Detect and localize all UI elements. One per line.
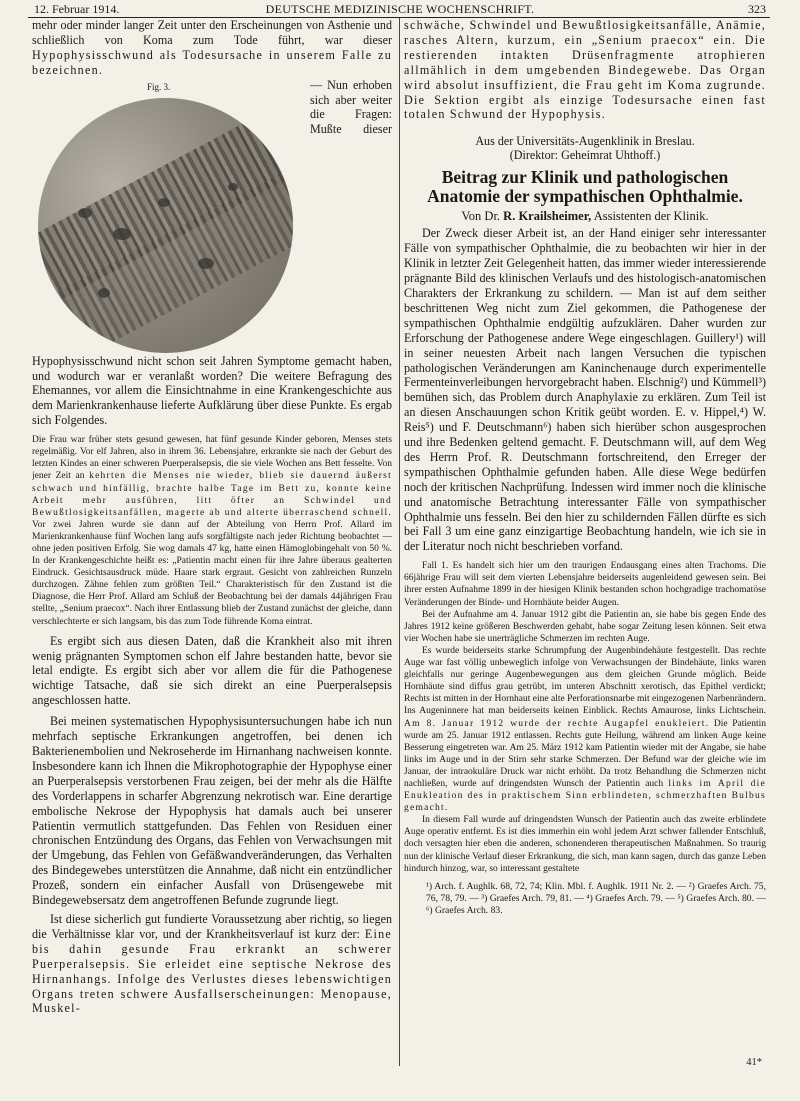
paragraph-intro-line: mehr oder minder langer Zeit unter den Erscheinungen von Asthenie und schließlich von Koma zum Tode führt, war dieser Hypophysisschwund als Todesursache in unserem Falle zu bezeichnen. [32,18,392,77]
case-fall-1-findings: Es wurde beiderseits starke Schrumpfung der Augenbindehäute festgestellt. Das rechte Auge war fast völlig unbeweglich infolge von Verwachsungen der Bindehäute, links waren gleichfalls nur geringe Augenbewegungen aus dem gleichen Grunde möglich. Beide Hornhäute sind diffus grau getrübt, im unteren Abschnitt xerotisch, das Epithel verdickt; Rechts ist mitten in der Hornhaut eine alte Perforationsnarbe mit eingezogenen Narbenrändern. Ins Augeninnere hat man beiderseits keinen Einblick. Rechts Amaurose, links Lichtschein. Am 8. Januar 1912 wurde der rechte Augapfel enukleiert. Die Patientin wurde am 25. Januar 1912 entlassen. Rechts gute Heilung, während am linken Auge keine Besserung eingetreten war. Am 25. März 1912 kam Patientin wieder mit der Angabe, sie habe links im Auge und in der Stirn sehr starke Schmerzen. Der Befund war der gleiche wie im Januar, der intraokuläre Druck war nicht erhöht. Da trotz Behandlung die Schmerzen nicht nachließen, wurde auf dringendsten Wunsch der Patientin auch links im April die Enukleation des in praktischem Sinn erblindeten, schmerzhaften Bulbus gemacht. [404,645,766,814]
paragraph-conclusion: Ist diese sicherlich gut fundierte Voraussetzung aber richtig, so liegen die Verhältnisse klar vor, und der Krankheitsverlauf ist kurz der: Eine bis dahin gesunde Frau erkrankt an schwerer Puerperalsepsis. Sie erleidet eine septische Nekrose des Hirnanhangs. Infolge des Verlustes dieses lebenswichtigen Organs treten schwere Ausfallserscheinungen: Menopause, Muskel- [32,911,392,1016]
author-line: Von Dr. R. Krailsheimer, Assistenten der Klinik. [461,209,709,224]
page-number: 323 [748,2,766,16]
case-fall-1-discussion: In diesem Fall wurde auf dringendsten Wunsch der Patientin auch das zweite erblindete Auge operativ entfernt. Es ist dies immerhin ein wohl jedem Arzt schwer fallender Entschluß, doch versagten hier eben die anderen, schonenderen therapeutischen Maßnahmen. So traurig nun der klinische Verlauf dieser Erkrankung, die sich, man kann sagen, durch das ganze Leben hindurch hinzog, war, so interessant gestaltete [404,815,766,874]
spaced-text: Eine bis dahin gesunde Frau erkrankt an schwerer Puerperalsepsis. Sie erleidet eine septische Nekrose des Hirnanhangs. Infolge des Verlustes dieses lebenswichtigen Organs treten schwere Ausfallserscheinungen: Menopause, Muskel- [32,926,392,1016]
article-title: Beitrag zur Klinik und pathologischen Anatomie der sympathischen Ophthalmie. [427,167,743,207]
right-column [404,18,766,1076]
running-header [34,2,766,16]
micrograph-image [38,98,293,353]
left-column [32,18,392,1073]
author-name: R. Krailsheimer, [503,209,592,224]
footnotes: ¹) Arch. f. Aughlk. 68, 72, 74; Klin. Mbl. f. Aughlk. 1911 Nr. 2. — ²) Graefes Arch. 75, 76, 78, 79. — ³) Graefes Arch. 79, 81. — ⁴) Graefes Arch. 79. — ⁵) Graefes Arch. 80. — ⁶) Graefes Arch. 83. [426,880,766,916]
paragraph-sepsis: Bei meinen systematischen Hypophysisuntersuchungen habe ich nun mehrfach septische Erkrankungen angetroffen, bei denen ich Bakterienembolien und Nekroseherde im Hirnanhang nachweisen konnte. Insbesondere kann ich Ihnen die Mikrophotographie der Hypophyse einer an Puerperalsepsis verstorbenen Frau zeigen, bei der mehr als die Hälfte des Vorderlappens in scharfer Abgrenzung nekrotisch war. Eine derartige embolische Nekrose der Hypophysis hat damals auch bei unserer Patientin vermutlich stattgefunden. Das Fehlen von Residuen einer chronischen Entzündung des Organs, das Fehlen von Verwachsungen mit der Umgebung, das Fehlen von Gefäßwandveränderungen, das Verhalten des Bindegewebes unterstützen die Annahme, daß nicht ein entzündlicher Prozeß, sondern ein einfacher Ausfall von Drüsengewebe mit Bindegewebsersatz dem angetroffenen Befunde zugrunde liegt. [32,714,392,908]
institution-line: Aus der Universitäts-Augenklinik in Breslau. (Direktor: Geheimrat Uhthoff.) [475,134,695,163]
case-fall-1-admission: Bei der Aufnahme am 4. Januar 1912 gibt die Patientin an, sie habe bis gegen Ende des Jahres 1912 keine größeren Beschwerden gehabt, habe sogar Zeitung lesen können. Seit etwa vier Wochen habe sie unerträgliche Schmerzen im rechten Auge. [404,609,766,644]
paragraph-questions: — Nun erhoben sich aber weiter die Fragen: Mußte dieser Hypophysisschwund nicht schon seit Jahren Symptome gemacht haben, und wodurch war er veranlaßt worden? Die weitere Befragung des Ehemannes, vor allem die Einsichtnahme in eine Krankengeschichte aus dem Marienkrankenhause lieferte Aufklärung über diese Punkte. Es ergab sich Folgendes. [32,77,392,428]
spaced-text: Hypophysisschwund als Todesursache in unserem Falle zu bezeichnen. [32,47,392,77]
spaced-text: links im April die Enukleation des in praktischem Sinn erblindeten, schmerzhaften Bulbus gemacht. [404,778,766,814]
spaced-text: Am 8. Januar 1912 wurde der rechte Augapfel enukleiert. [404,718,710,729]
journal-title: DEUTSCHE MEDIZINISCHE WOCHENSCHRIFT. [265,2,535,16]
figure-label: Fig. 3. [147,81,171,92]
paragraph-findings: Es ergibt sich aus diesen Daten, daß die Krankheit also mit ihren wenig prägnanten Symptomen schon elf Jahre bestanden hatte, bevor sie letal endigte. Es ergibt sich aber vor allem die für die Pathogenese wichtige Tatsache, daß sie sich direkt an eine Puerperalsepsis angeschlossen hatte. [32,633,392,708]
paragraph-introduction: Der Zweck dieser Arbeit ist, an der Hand einiger sehr interessanter Fälle von sympathischer Ophthalmie, die zu beobachten wir hier in der Klinik in letzter Zeit Gelegenheit hatten, das immer wieder interessierende prägnante Bild des klinischen Verlaufs und des histologisch-anatomischen Charakters der Erkrankung zu schildern. — Man ist auf dem seither beschrittenen Weg nicht zum Ziel gekommen, die Pathogenese der sympathischen Ophthalmie endgültig aufzuklären. Daher wurden zur Erforschung der Pathogenese andere Wege eingeschlagen. Guillery¹) will in seiner neuesten Arbeit nach langen Versuchen die typischen pathologischen Veränderungen am Kaninchenauge durch experimentelle Fermenteinverleibungen hervorgebracht haben. Elschnig²) und Kümmell³) bemühen sich, das Problem durch Anaphylaxie zu erklären. Zum Teil ist an diesen Anschauungen schon Kritik geübt worden. E. v. Hippel,⁴) W. Reis⁵) und F. Deutschmann⁶) haben sich hierüber schon ausgesprochen und ihre Bedenken geltend gemacht. F. Deutschmann will, auf dem Weg des Herrn Prof. R. Deutschmann fortschreitend, den Erreger der sympathischen Ophthalmie gefunden haben. Alle diese Wege bedürfen noch der kritischen Nachprüfung. Indessen wird immer noch die klinische und anatomische Betrachtung interessanter Fälle von sympathischer Ophthalmie uns fesseln. Bei den hier zu schildernden Fällen dürfte es sich bei Fall 3 um eine ganz einzigartige Beobachtung handeln, wie ich sie in der Literatur noch nicht beschrieben vorfand. [404,226,766,554]
spaced-text: kehrten die Menses nie wieder, blieb sie dauernd äußerst schwach und hinfällig, brachte halbe Tage im Bett zu, konnte keine Arbeit mehr ausführen, litt öfter an Schwindel und Bewußtlosigkeitsanfällen, magerte ab und alterte überraschend schnell. [32,471,392,518]
case-history: Die Frau war früher stets gesund gewesen, hat fünf gesunde Kinder geboren, Menses stets regelmäßig. Vor elf Jahren, also in ihrem 36. Lebensjahre, erkrankte sie nach der Geburt des letzten Kindes an einer schweren Puerperalsepsis, die sie viele Wochen ans Bett fesselte. Von jener Zeit an kehrten die Menses nie wieder, blieb sie dauernd äußerst schwach und hinfällig, brachte halbe Tage im Bett zu, konnte keine Arbeit mehr ausführen, litt öfter an Schwindel und Bewußtlosigkeitsanfällen, magerte ab und alterte überraschend schnell. Vor zwei Jahren wurde sie dann auf der Abteilung von Herrn Prof. Allard im Marienkrankenhause fünf Wochen lang aufs sorgfältigste nach jeder Richtung beobachtet — ohne jeden positiven Erfolg. Sie wog damals 47 kg, hatte einen Hämoglobingehalt von 50 %. In der Krankengeschichte heißt es: „Patientin macht einen für ihre Jahre überaus gealterten Eindruck. Gesichtsausdruck müde. Haare stark ergraut. Gesicht von zahlreichen Runzeln durchzogen. Zähne fehlen zum größten Teil.“ Charakteristisch für den Zustand ist die Diagnose, die Herr Prof. Allard am Schluß der Beobachtung bei der damals 44jährigen Frau stellte, „Senium praecox“. Nach ihrer Entlassung blieb der Zustand zunächst der gleiche, dann verschlechterte er sich langsam, bis das zum Tode führende Koma eintrat. [32,435,392,627]
figure-3 [32,82,302,354]
column-rule [399,18,400,1066]
case-fall-1: Fall 1. Es handelt sich hier um den traurigen Endausgang eines alten Trachoms. Die 66jährige Frau will seit dem vierten Lebensjahre beiderseits augenleidend gewesen sein. Bei ihrer ersten Aufnahme 1899 in der hiesigen Klinik bestanden schon hochgradige trachomatöse Veränderungen der Binde- und Hornhäute beider Augen. [404,561,766,608]
paragraph-continuation: schwäche, Schwindel und Bewußtlosigkeitsanfälle, Anämie, rasches Altern, kurzum, ein „Senium praecox“ ein. Die restierenden intakten Drüsenfragmente atrophieren allmählich in dem umgebenden Bindegewebe. Das Organ wird absolut insuffizient, die Frau geht im Koma zugrunde. Die Sektion ergibt als einzige Todesursache einen fast totalen Schwund der Hypophysis. [404,18,766,122]
issue-date: 12. Februar 1914. [34,2,120,16]
signature-mark: 41* [746,1057,762,1068]
